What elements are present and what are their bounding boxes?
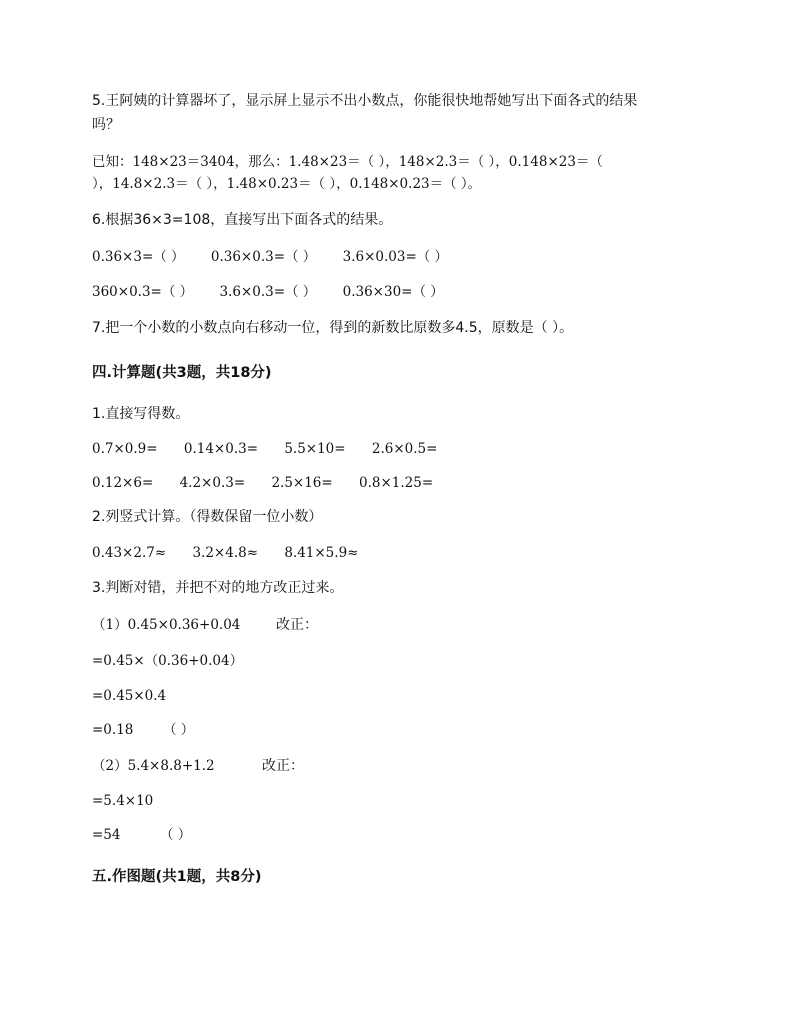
judge-a-fix-label: 改正： <box>276 617 318 633</box>
section4-p2-title: 2.列竖式计算。（得数保留一位小数） <box>92 509 323 525</box>
section4-heading: 四.计算题(共3题，共18分) <box>92 365 272 381</box>
q6-row1 <box>92 246 470 268</box>
q6-row2-item: 360×0.3=（ ） <box>92 284 194 300</box>
section5-heading: 五.作图题(共1题，共8分) <box>92 869 262 885</box>
calc-item: 0.7×0.9= <box>92 441 158 457</box>
q7-text: 7.把一个小数的小数点向右移动一位，得到的新数比原数多4.5，原数是（ ）。 <box>92 320 574 336</box>
calc-item: 0.12×6= <box>92 475 154 491</box>
calc-item: 5.5×10= <box>284 441 346 457</box>
section4-p2-row <box>92 542 380 564</box>
section4-p1-row1 <box>92 438 459 460</box>
q5-given-line2: ），14.8×2.3＝（ ），1.48×0.23＝（ ），0.148×0.23＝（ ）。 <box>92 176 482 192</box>
section4-p1-row2 <box>92 472 455 494</box>
calc-item: 2.6×0.5= <box>371 441 438 457</box>
judge-a-expression: （1）0.45×0.36+0.04 <box>92 617 241 633</box>
judge-a-answer-paren: （ ） <box>163 722 195 738</box>
q6-row1-item: 0.36×0.3=（ ） <box>210 249 317 265</box>
judge-a-step3: =0.18 <box>92 722 134 738</box>
calc-item: 4.2×0.3= <box>179 475 246 491</box>
judge-b-step1: =5.4×10 <box>92 793 154 809</box>
calc-item: 0.43×2.7≈ <box>92 545 167 561</box>
section4-p1-title: 1.直接写得数。 <box>92 406 190 422</box>
q6-row2-item: 0.36×30=（ ） <box>342 284 444 300</box>
q5-line2: 吗？ <box>92 117 120 133</box>
q6-title: 6.根据36×3=108，直接写出下面各式的结果。 <box>92 212 393 228</box>
q6-row1-item: 0.36×3=（ ） <box>92 249 185 265</box>
q5-given-line1: 已知：148×23＝3404，那么：1.48×23＝（ ），148×2.3＝（ ），0.148×23＝（ <box>92 154 603 170</box>
judge-b-fix-label: 改正： <box>262 758 304 774</box>
calc-item: 0.14×0.3= <box>183 441 259 457</box>
calc-item: 2.5×16= <box>271 475 333 491</box>
judge-b-answer-paren: （ ） <box>160 827 192 843</box>
q5-line1: 5.王阿姨的计算器坏了，显示屏上显示不出小数点，你能很快地帮她写出下面各式的结果 <box>92 93 638 109</box>
calc-item: 8.41×5.9≈ <box>284 545 359 561</box>
q6-row2 <box>92 281 466 303</box>
judge-b-expression: （2）5.4×8.8+1.2 <box>92 758 215 774</box>
calc-item: 0.8×1.25= <box>359 475 434 491</box>
judge-a-step1: =0.45×（0.36+0.04） <box>92 653 244 669</box>
q6-row1-item: 3.6×0.03=（ ） <box>342 249 449 265</box>
calc-item: 3.2×4.8≈ <box>192 545 259 561</box>
section4-p3-title: 3.判断对错，并把不对的地方改正过来。 <box>92 580 344 596</box>
judge-b-step2: =54 <box>92 827 121 843</box>
judge-a-step2: =0.45×0.4 <box>92 688 167 704</box>
q6-row2-item: 3.6×0.3=（ ） <box>219 284 317 300</box>
